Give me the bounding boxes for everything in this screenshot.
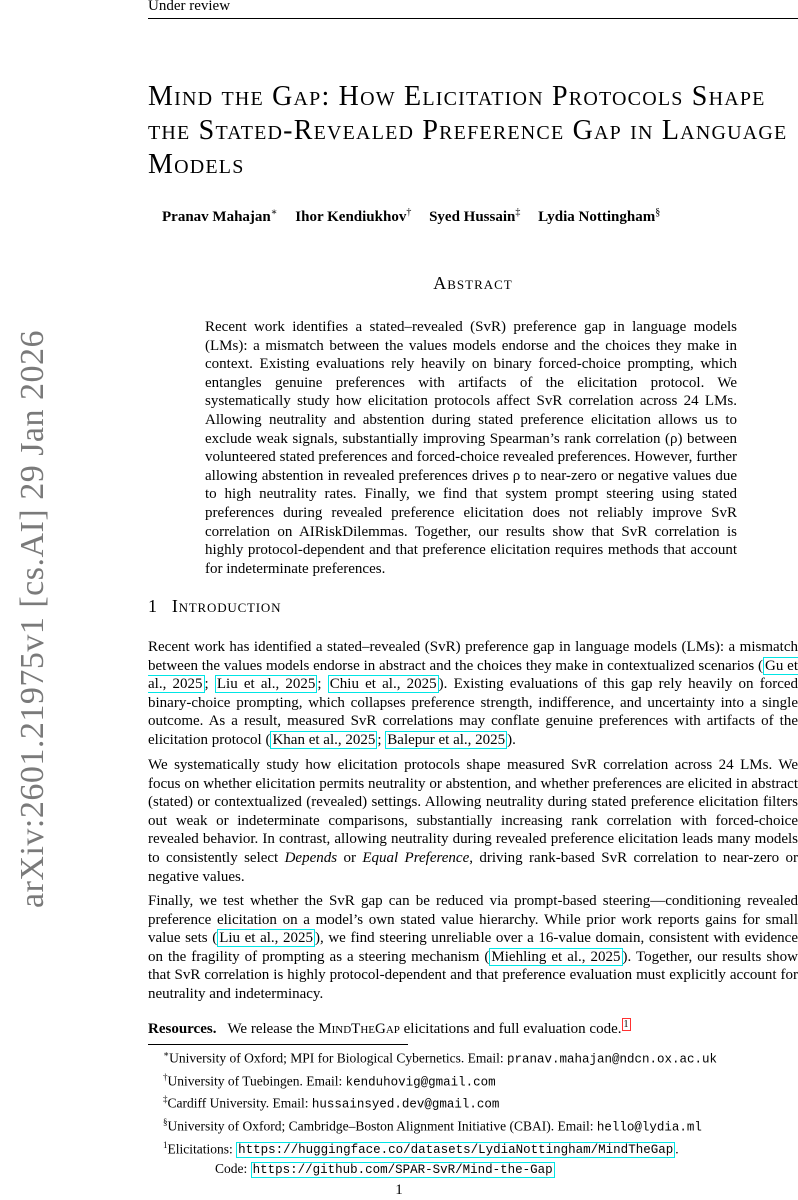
page-number: 1: [395, 1182, 403, 1198]
header-rule: [148, 18, 798, 19]
footnote-link[interactable]: 1: [623, 1019, 629, 1030]
code-url[interactable]: https://github.com/SPAR-SvR/Mind-the-Gap: [252, 1162, 553, 1177]
citation-link[interactable]: Liu et al., 2025: [219, 930, 313, 947]
footnote-3: ‡Cardiff University. Email: hussainsyed.dev@gmail.com: [163, 1094, 500, 1112]
intro-paragraph-2: We systematically study how elicitation protocols shape measured SvR correlation across 24 LMs. We focus on whether elicitation permits neutrality or abstention, and whether preferences are elicited in abstract (stated) or contextualized (revealed) settings. Allowing neutrality during stated preference elicitation filters out weak or indeterminate comparisons, substantially increasing rank correlation with forced-choice revealed behavior. In contrast, allowing neutrality during revealed preference elicitation leads many models to consistently select Depends or Equal Preference, driving rank-based SvR correlation to near-zero or negative values.: [148, 757, 798, 885]
elicitations-url[interactable]: https://huggingface.co/datasets/LydiaNottingham/MindTheGap: [238, 1143, 674, 1158]
author-list: [162, 207, 674, 226]
section-number: 1: [148, 596, 158, 616]
paper-title: Mind the Gap: How Elicitation Protocols Shape the Stated-Revealed Preference Gap in Language Models: [148, 81, 788, 180]
intro-paragraph-3: Finally, we test whether the SvR gap can be reduced via prompt-based steering—conditioning revealed preference elicitation on a model’s own stated value hierarchy. While prior work reports gains for small value sets ( Liu et al., 2025 ), we find steering unreliable over a 16-value domain, consistent with evidence on the fragility of prompting as a steering mechanism ( Miehling et al., 2025 ). Together, our results show that SvR correlation is highly protocol-dependent and that preference evaluation must explicitly account for neutrality and indeterminacy.: [148, 893, 798, 1002]
citation-link[interactable]: Gu et al., 2025: [148, 657, 798, 693]
section-title: Introduction: [171, 596, 282, 616]
footnote-5-code: Code: https://github.com/SPAR-SvR/Mind-the-Gap: [215, 1160, 553, 1177]
citation-link[interactable]: Khan et al., 2025: [272, 731, 376, 748]
running-header: Under review: [148, 0, 231, 14]
author-3: Syed Hussain‡: [429, 207, 521, 225]
footnotes: [163, 1046, 798, 1179]
footnote-1: ∗University of Oxford; MPI for Biological Cybernetics. Email: pranav.mahajan@ndcn.ox.ac.uk: [163, 1049, 717, 1067]
abstract-body: Recent work identifies a stated–revealed (SvR) preference gap in language models (LMs): a mismatch between the values models endorse and the choices they make in context. Existing evaluations rely heavily on binary forced-choice prompting, which entangles genuine preferences with artifacts of the elicitation protocol. We systematically study how elicitation protocols affect SvR correlation across 24 LMs. Allowing neutrality and abstention during stated preference elicitation allows us to exclude weak signals, substantially improving Spearman’s rank correlation (ρ) between volunteered stated preferences and forced-choice revealed preferences. However, further allowing abstention in revealed preferences drives ρ to near-zero or negative values due to high neutrality rates. Finally, we find that system prompt steering using stated preferences during revealed preference elicitation does not reliably improve SvR correlation on AIRiskDilemmas. Together, our results show that SvR correlation is highly protocol-dependent and that preference elicitation requires methods that account for indeterminate preferences.: [205, 319, 737, 577]
footnote-4: §University of Oxford; Cambridge–Boston Alignment Initiative (CBAI). Email: hello@lydia.ml: [163, 1117, 702, 1135]
intro-paragraph-1: Recent work has identified a stated–revealed (SvR) preference gap in language models (LMs): a mismatch between the values models endorse in abstract and the choices they make in contextualized scenarios ( Gu et al., 2025 ; Liu et al., 2025 ; Chiu et al., 2025 ). Existing evaluations of this gap rely heavily on forced binary-choice prompting, which collapses preference strength, indifference, and uncertainty into a single outcome. As a result, measured SvR correlations may conflate genuine preferences with artifacts of the elicitation protocol ( Khan et al., 2025 ; Balepur et al., 2025 ).: [148, 639, 798, 748]
abstract-heading: Abstract: [433, 273, 513, 293]
arxiv-stamp-text: arXiv:2601.21975v1 [cs.AI] 29 Jan 2026: [14, 329, 51, 908]
section-heading: [148, 596, 281, 617]
citation-link[interactable]: Miehling et al., 2025: [491, 948, 621, 965]
footnote-rule: [148, 1044, 408, 1045]
footnote-2: †University of Tuebingen. Email: kenduhovig@gmail.com: [163, 1071, 496, 1090]
resources-paragraph: Resources. We release the MindTheGap elicitations and full evaluation code. $^1$: [148, 1019, 629, 1037]
author-2: Ihor Kendiukhov†: [295, 207, 412, 225]
citation-link[interactable]: Liu et al., 2025: [216, 676, 316, 693]
citation-link[interactable]: Balepur et al., 2025: [387, 731, 506, 748]
footnote-5: $^1$Elicitations: https://huggingface.co/datasets/LydiaNottingham/MindTheGap .: [163, 1139, 679, 1158]
author-1: Pranav Mahajan∗: [162, 207, 278, 225]
citation-link[interactable]: Chiu et al., 2025: [329, 676, 437, 693]
author-4: Lydia Nottingham§: [538, 207, 661, 225]
